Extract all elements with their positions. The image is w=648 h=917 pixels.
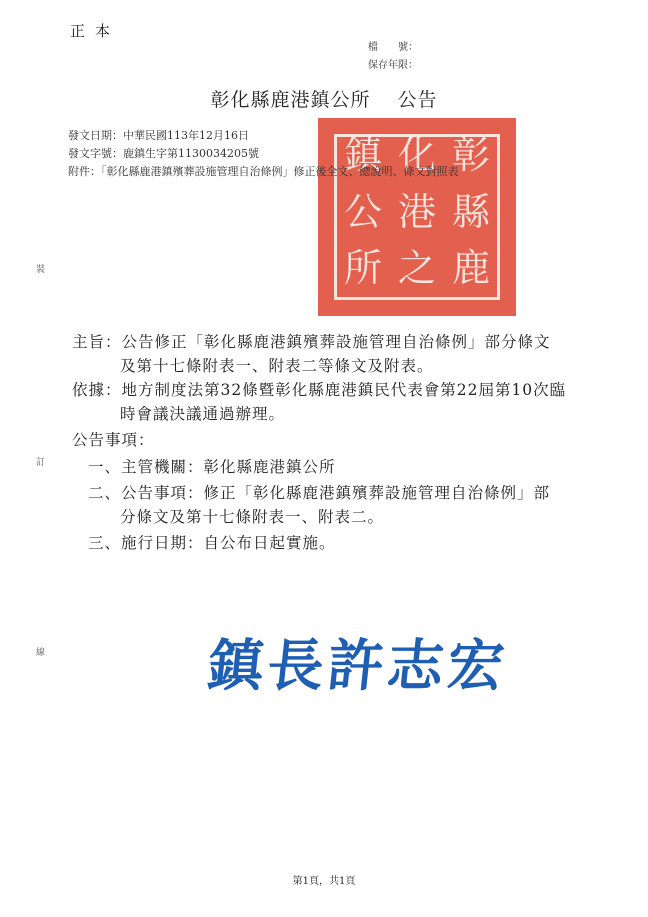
document-type: 公告 bbox=[397, 89, 438, 111]
issue-date: 發文日期：中華民國113年12月16日 bbox=[68, 129, 249, 142]
mayor-signature: 鎮長許志宏 bbox=[204, 634, 511, 699]
page-number: 第1頁，共1頁 bbox=[292, 876, 356, 887]
list-item: 分條文及第十七條附表一、附表二。 bbox=[120, 508, 385, 526]
binding-mark: 裝 bbox=[36, 265, 46, 275]
basis-line: 時會議決議通過辦理。 bbox=[120, 405, 286, 423]
agency-name: 彰化縣鹿港鎮公所 bbox=[210, 89, 371, 111]
basis-line: 依據：地方制度法第32條暨彰化縣鹿港鎮民代表會第22屆第10次臨 bbox=[72, 381, 567, 399]
binding-mark: 訂 bbox=[36, 458, 46, 468]
document-number: 發文字號：鹿鎮生字第1130034205號 bbox=[68, 147, 259, 160]
subject-line: 主旨：公告修正「彰化縣鹿港鎮殯葬設施管理自治條例」部分條文 bbox=[72, 333, 551, 351]
retention-label: 保存年限： bbox=[368, 60, 418, 71]
attachment-line: 附件：「彰化縣鹿港鎮殯葬設施管理自治條例」修正後全文、總說明、條文對照表 bbox=[68, 165, 459, 178]
seal-lettering: 鎮 化 彰 公 港 縣 所 之 鹿 bbox=[343, 133, 490, 291]
page-title bbox=[0, 85, 648, 112]
copy-mark: 正本 bbox=[70, 22, 121, 40]
file-number-label: 檔 號： bbox=[368, 42, 418, 53]
subject-line: 及第十七條附表一、附表二等條文及附表。 bbox=[120, 357, 434, 375]
official-seal bbox=[318, 118, 516, 316]
items-heading: 公告事項： bbox=[72, 431, 155, 449]
list-item: 二、公告事項：修正「彰化縣鹿港鎮殯葬設施管理自治條例」部 bbox=[88, 484, 551, 502]
list-item: 一、主管機關：彰化縣鹿港鎮公所 bbox=[88, 458, 336, 476]
list-item: 三、施行日期：自公布日起實施。 bbox=[88, 534, 336, 552]
binding-mark: 線 bbox=[36, 648, 46, 658]
